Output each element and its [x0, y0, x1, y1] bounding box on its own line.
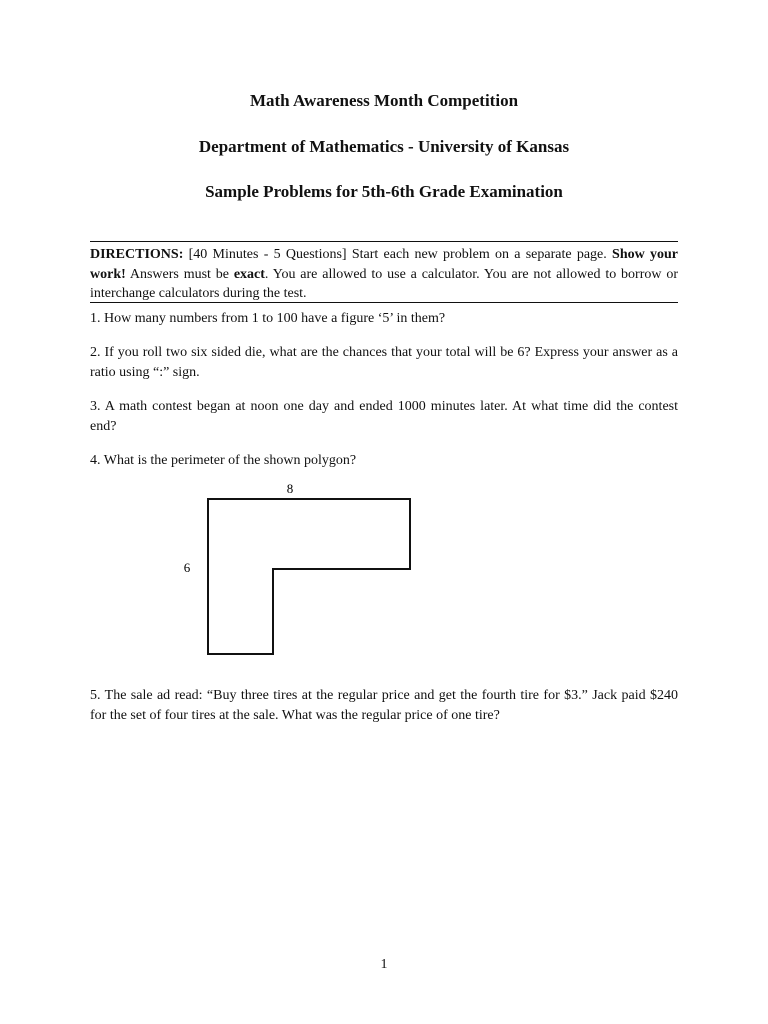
page-number: 1: [380, 957, 388, 972]
l-shaped-polygon: [208, 499, 410, 654]
question-2: 2. If you roll two six sided die, what are the chances that your total will be 6? Express your answer as a ratio using “:” sign.: [90, 345, 678, 380]
directions-text-3: . You are allowed to use a calculator. You are not allowed to borrow or interchange calculators during the test.: [90, 266, 678, 301]
figure-top-label: 8: [286, 481, 294, 496]
question-4: 4. What is the perimeter of the shown polygon?: [90, 453, 357, 468]
exam-subtitle: Sample Problems for 5th-6th Grade Examination: [205, 182, 563, 201]
figure-side-label: 6: [183, 560, 191, 575]
directions-label: DIRECTIONS:: [90, 247, 184, 262]
directions-text-2: Answers must be: [125, 266, 234, 282]
question-1: 1. How many numbers from 1 to 100 have a figure ‘5’ in them?: [90, 311, 446, 326]
document-title: Math Awareness Month Competition: [249, 91, 519, 110]
directions-top-rule: [90, 241, 678, 242]
question-3: 3. A math contest began at noon one day and ended 1000 minutes later. At what time did the contest end?: [90, 399, 678, 434]
directions-exact: exact: [233, 266, 265, 282]
polygon-figure: [170, 478, 430, 660]
question-5: 5. The sale ad read: “Buy three tires at the regular price and get the fourth tire for $3.” Jack paid $240 for the set of four tires at the sale. What was the regular price of one tire?: [90, 688, 678, 723]
directions-show-work: Show your work!: [90, 247, 678, 282]
directions-text-1: [40 Minutes - 5 Questions] Start each new problem on a separate page.: [183, 247, 613, 262]
directions-bottom-rule: [90, 302, 678, 303]
department-heading: Department of Mathematics - University of Kansas: [198, 137, 570, 156]
directions-block: [90, 245, 678, 304]
